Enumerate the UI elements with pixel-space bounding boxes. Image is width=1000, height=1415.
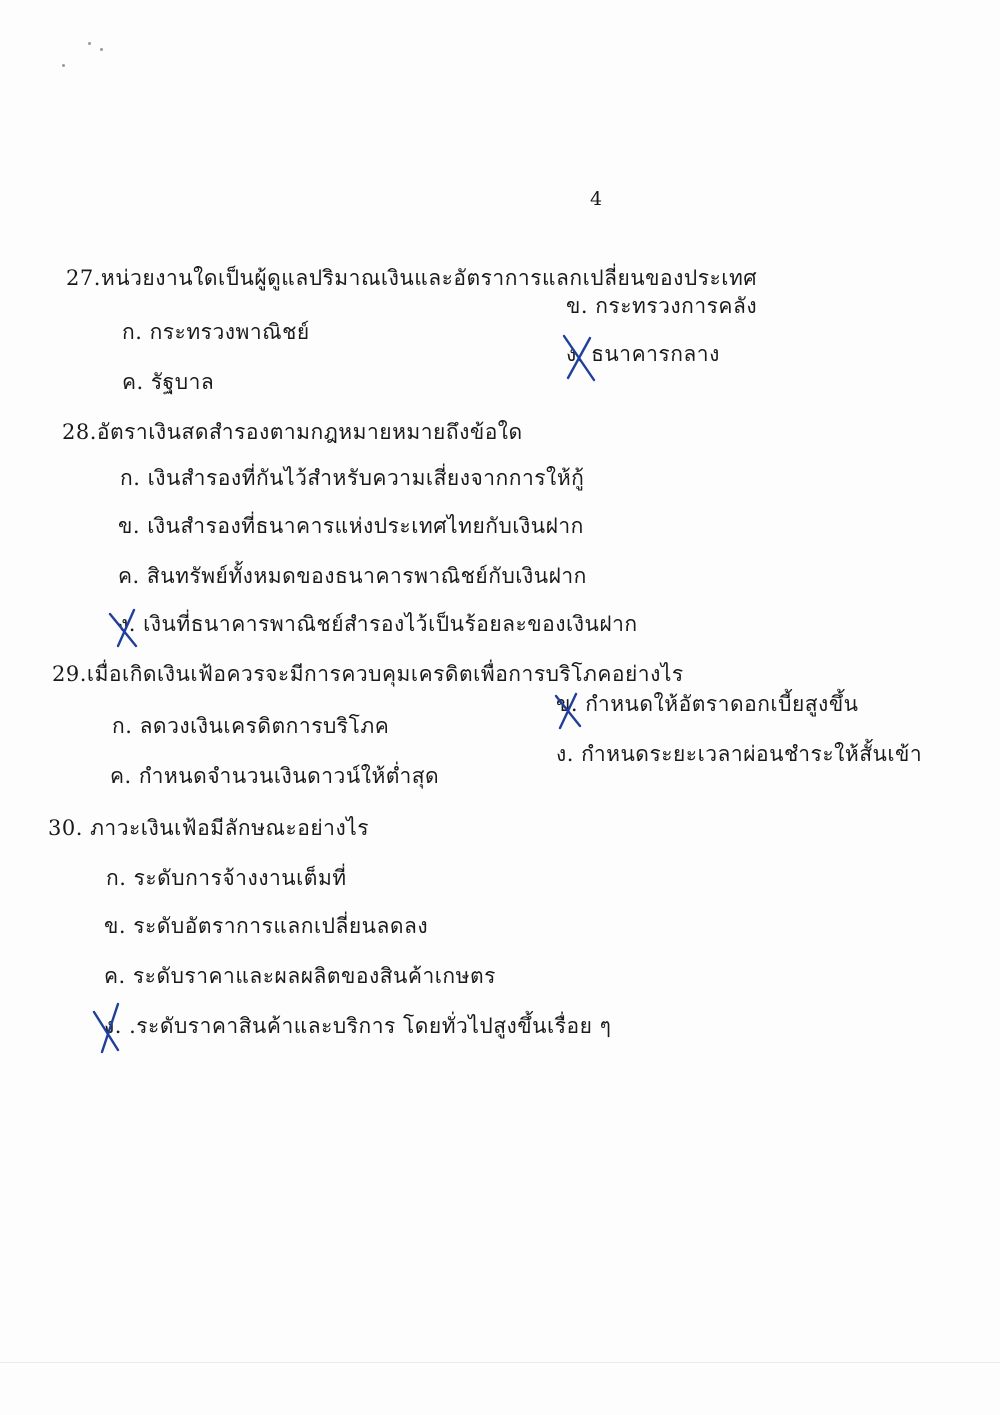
question-28-option-d: ง. เงินที่ธนาคารพาณิชย์สำรองไว้เป็นร้อยละของเงินฝาก xyxy=(118,612,638,636)
answer-mark-icon xyxy=(88,1000,128,1056)
question-28-option-a: ก. เงินสำรองที่กันไว้สำหรับความเสี่ยงจากการให้กู้ xyxy=(120,466,585,490)
page-bottom-rule xyxy=(0,1362,1000,1363)
question-30-option-c: ค. ระดับราคาและผลผลิตของสินค้าเกษตร xyxy=(104,964,496,988)
question-30-option-b: ข. ระดับอัตราการแลกเปลี่ยนลดลง xyxy=(104,914,429,938)
answer-mark-icon xyxy=(550,690,586,732)
scan-speck xyxy=(88,42,91,45)
question-27-stem: 27.หน่วยงานใดเป็นผู้ดูแลปริมาณเงินและอัตราการแลกเปลี่ยนของประเทศ xyxy=(66,266,758,290)
page-number: 4 xyxy=(590,188,603,210)
answer-mark-icon xyxy=(560,332,600,384)
question-28-option-c: ค. สินทรัพย์ทั้งหมดของธนาคารพาณิชย์กับเงินฝาก xyxy=(118,564,587,588)
question-27-option-d: ง. ธนาคารกลาง xyxy=(566,342,720,366)
answer-mark-icon xyxy=(106,606,146,650)
question-28-stem: 28.อัตราเงินสดสำรองตามกฎหมายหมายถึงข้อใด xyxy=(62,420,523,444)
question-27-option-b: ข. กระทรวงการคลัง xyxy=(566,294,758,318)
question-27-option-c: ค. รัฐบาล xyxy=(122,370,215,394)
question-27-option-a: ก. กระทรวงพาณิชย์ xyxy=(122,320,310,344)
question-29-stem: 29.เมื่อเกิดเงินเฟ้อควรจะมีการควบคุมเครดิตเพื่อการบริโภคอย่างไร xyxy=(52,662,684,686)
question-29-option-d: ง. กำหนดระยะเวลาผ่อนชำระให้สั้นเข้า xyxy=(556,742,923,766)
question-30-option-a: ก. ระดับการจ้างงานเต็มที่ xyxy=(106,866,347,890)
question-30-stem: 30. ภาวะเงินเฟ้อมีลักษณะอย่างไร xyxy=(48,816,370,840)
question-29-option-b: ข. กำหนดให้อัตราดอกเบี้ยสูงขึ้น xyxy=(556,692,859,716)
question-30-option-d: ง. .ระดับราคาสินค้าและบริการ โดยทั่วไปสูงขึ้นเรื่อย ๆ xyxy=(104,1014,612,1038)
question-29-option-a: ก. ลดวงเงินเครดิตการบริโภค xyxy=(112,714,390,738)
scan-speck xyxy=(62,64,65,67)
scan-speck xyxy=(100,48,103,51)
question-28-option-b: ข. เงินสำรองที่ธนาคารแห่งประเทศไทยกับเงินฝาก xyxy=(118,514,584,538)
question-29-option-c: ค. กำหนดจำนวนเงินดาวน์ให้ต่ำสุด xyxy=(110,764,440,788)
